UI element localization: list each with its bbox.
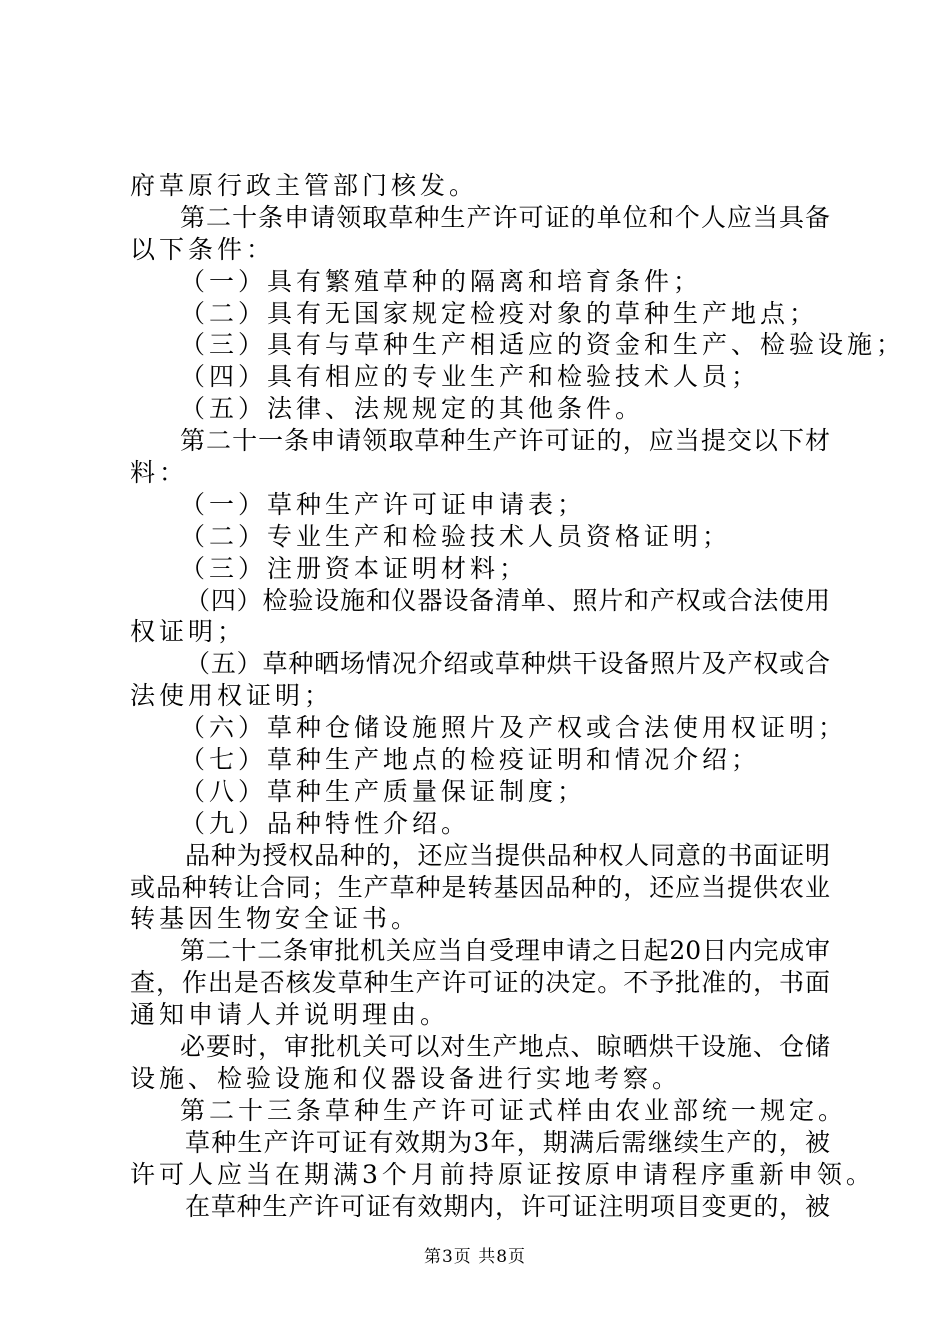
text-line: （五）草种晒场情况介绍或草种烘干设备照片及产权或合	[185, 649, 830, 679]
text-line: （八）草种生产质量保证制度；	[180, 776, 587, 806]
text-line: 转基因生物安全证书。	[130, 904, 421, 934]
text-line: （一）具有繁殖草种的隔离和培育条件；	[180, 266, 703, 296]
text-line: 或品种转让合同；生产草种是转基因品种的，还应当提供农业	[130, 872, 830, 902]
text-line: 必要时，审批机关可以对生产地点、晾晒烘干设施、仓储	[180, 1032, 830, 1062]
text-line: （一）草种生产许可证申请表；	[180, 489, 587, 519]
text-line: （三）具有与草种生产相适应的资金和生产、检验设施；	[180, 330, 906, 360]
text-line: 第二十三条草种生产许可证式样由农业部统一规定。	[180, 1095, 848, 1125]
text-line: 料：	[130, 458, 189, 488]
text-line: 第二十二条审批机关应当自受理申请之日起20日内完成审	[180, 936, 830, 966]
text-line: 第二十条申请领取草种生产许可证的单位和个人应当具备	[180, 202, 830, 232]
text-line: 通知申请人并说明理由。	[130, 1000, 450, 1030]
text-line: （二）具有无国家规定检疫对象的草种生产地点；	[180, 298, 819, 328]
text-line: 查，作出是否核发草种生产许可证的决定。不予批准的，书面	[130, 968, 830, 998]
text-line: 权证明；	[130, 617, 247, 647]
text-line: 第二十一条申请领取草种生产许可证的，应当提交以下材	[180, 426, 830, 456]
text-line: （四）具有相应的专业生产和检验技术人员；	[180, 362, 761, 392]
page-number: 第3页 共8页	[423, 1247, 527, 1267]
text-line: 在草种生产许可证有效期内，许可证注明项目变更的，被	[185, 1191, 830, 1221]
text-line: （九）品种特性介绍。	[180, 808, 471, 838]
text-line: 法使用权证明；	[130, 681, 334, 711]
text-line: 品种为授权品种的，还应当提供品种权人同意的书面证明	[185, 840, 830, 870]
text-line: （四）检验设施和仪器设备清单、照片和产权或合法使用	[185, 585, 830, 615]
text-line: （二）专业生产和检验技术人员资格证明；	[180, 521, 732, 551]
text-line: 以下条件：	[130, 234, 276, 264]
document-body	[130, 170, 906, 1222]
text-line: 草种生产许可证有效期为3年，期满后需继续生产的，被	[185, 1127, 830, 1157]
text-line: （五）法律、法规规定的其他条件。	[180, 394, 645, 424]
text-line: 府草原行政主管部门核发。	[130, 171, 479, 200]
text-line: （七）草种生产地点的检疫证明和情况介绍；	[180, 745, 761, 775]
text-line: （六）草种仓储设施照片及产权或合法使用权证明；	[180, 713, 848, 743]
text-line: 许可人应当在期满3个月前持原证按原申请程序重新申领。	[130, 1159, 875, 1189]
text-line: 设施、检验设施和仪器设备进行实地考察。	[130, 1063, 682, 1093]
text-line: （三）注册资本证明材料；	[180, 553, 529, 583]
